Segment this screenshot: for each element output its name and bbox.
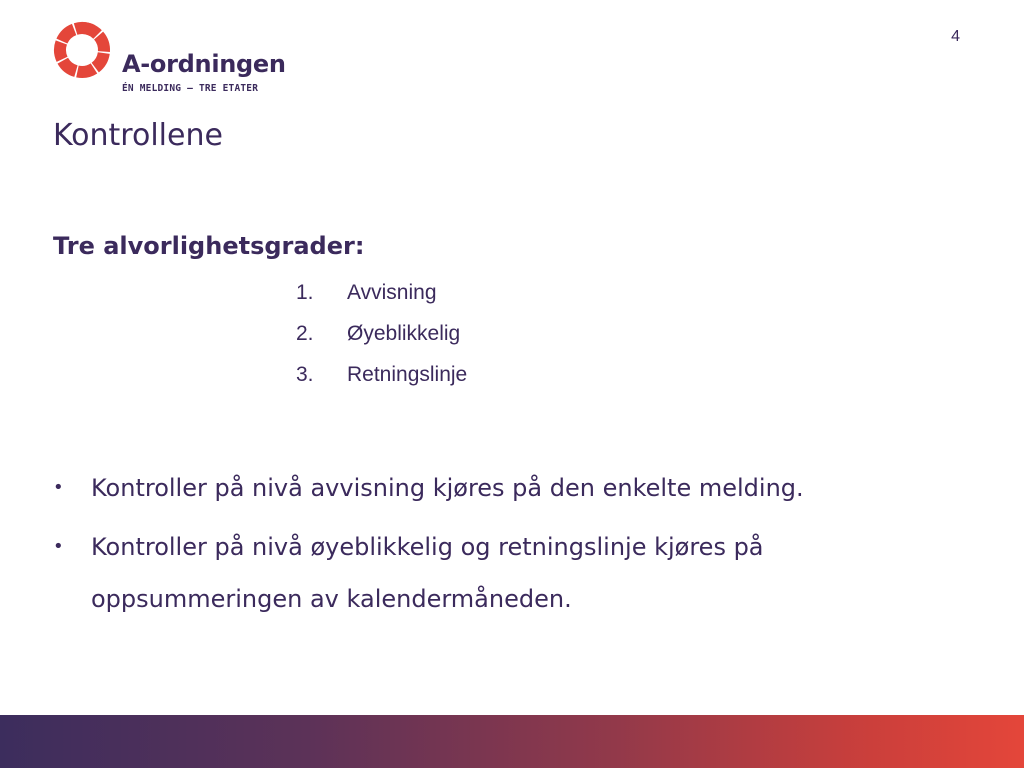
bullet-marker: • [53,477,64,498]
a-ordningen-logo [52,20,292,100]
logo-name: A-ordningen [122,50,286,78]
severity-label: Retningslinje [347,363,468,386]
bullet-item [53,521,973,625]
bullet-item [53,470,973,506]
bullet-list [53,470,973,629]
bullet-text: Kontroller på nivå avvisning kjøres på den enkelte melding. [91,474,804,502]
severity-number: 1. [296,281,314,304]
severity-heading: Tre alvorlighetsgrader: [53,232,365,260]
severity-list [296,281,467,404]
severity-item [296,281,467,322]
logo-tagline: ÉN MELDING – TRE ETATER [122,83,259,94]
bullet-marker: • [53,536,64,557]
severity-item [296,322,467,363]
a-ordningen-ring-icon [52,20,112,80]
severity-label: Øyeblikkelig [347,322,461,345]
footer-gradient-bar [0,715,1024,768]
slide-title: Kontrollene [53,118,223,153]
severity-label: Avvisning [347,281,437,304]
severity-item [296,363,467,404]
page-number: 4 [951,28,960,45]
bullet-text: Kontroller på nivå øyeblikkelig og retningslinje kjøres på oppsummeringen av kalendermåneden. [91,533,764,613]
severity-number: 3. [296,363,314,386]
severity-number: 2. [296,322,314,345]
